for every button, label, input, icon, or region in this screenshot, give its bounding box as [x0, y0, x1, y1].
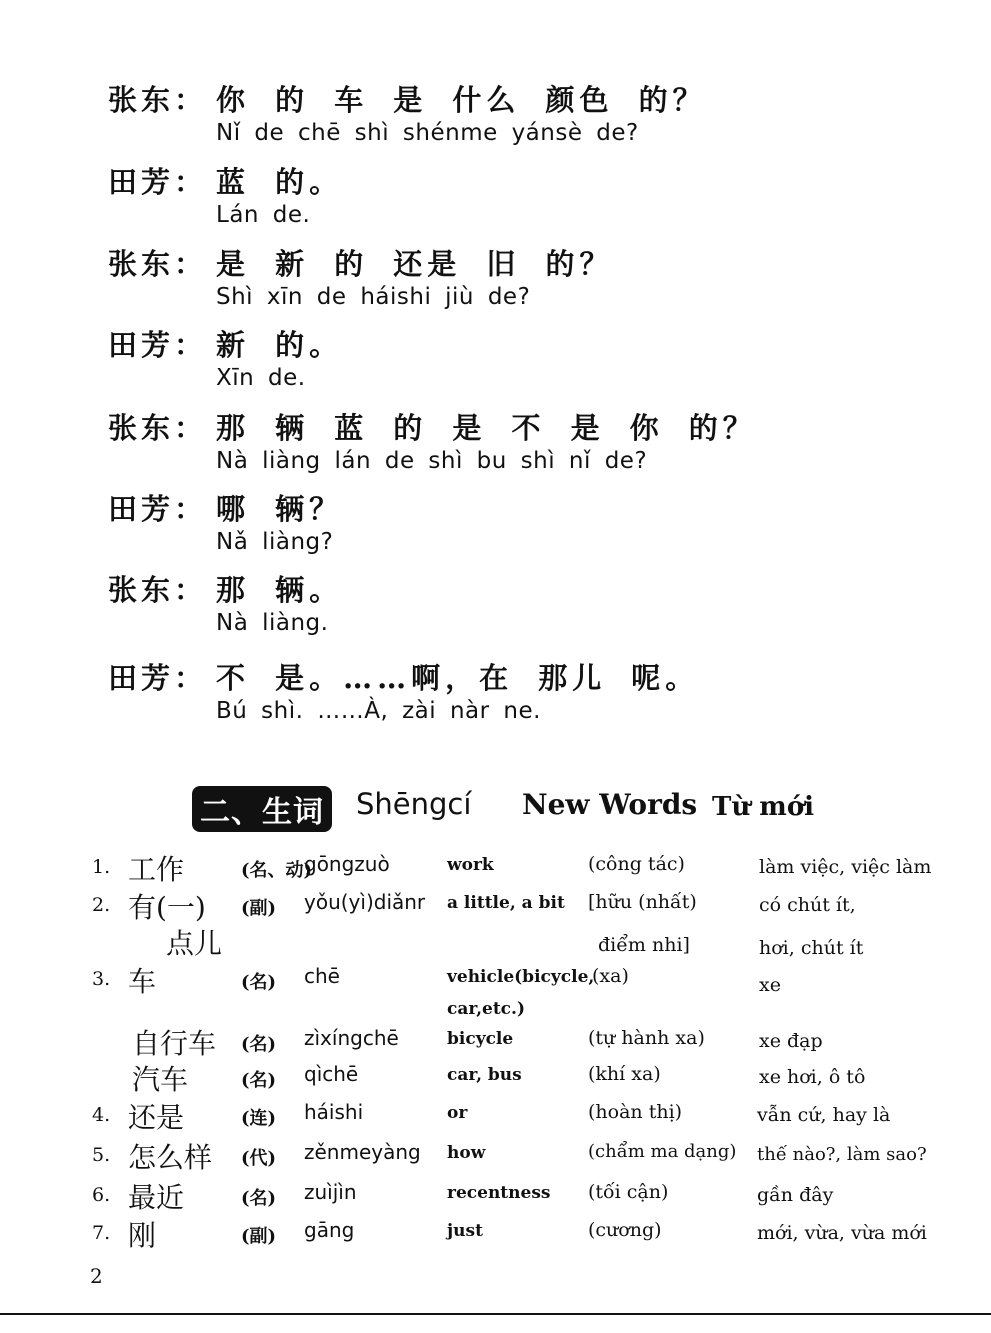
vocab-pinyin: zìxíngchē [304, 1026, 399, 1050]
speaker: 张东： [108, 573, 208, 607]
vocab-english: work [447, 855, 494, 875]
vocab-row [0, 886, 991, 924]
hanzi-text: 新 的。 [216, 328, 344, 362]
pinyin-text: Nà liàng lán de shì bu shì nǐ de? [216, 448, 648, 474]
hanzi-text: 那 辆 蓝 的 是 不 是 你 的？ [216, 411, 757, 445]
speaker: 张东： [108, 247, 208, 281]
speaker: 田芳： [108, 492, 208, 526]
vocab-pinyin: qìchē [304, 1062, 359, 1086]
vocab-number: 3. [92, 968, 111, 990]
vocab-english: a little, a bit [447, 893, 565, 913]
vocab-pinyin: zěnmeyàng [304, 1140, 421, 1164]
vocab-number: 6. [92, 1184, 111, 1206]
pinyin-text: Nǐ de chē shì shénme yánsè de? [216, 120, 639, 146]
vocab-pinyin: háishi [304, 1100, 364, 1124]
vocab-hanviet-continued: điểm nhi] [598, 934, 690, 956]
vocab-pinyin: zuìjìn [304, 1180, 357, 1204]
vocab-english: vehicle(bicycle, [447, 967, 595, 987]
vocab-vietnamese-continued: hơi, chút ít [759, 937, 864, 959]
pinyin-text: Bú shì. ……À, zài nàr ne. [216, 698, 541, 724]
vocab-hanviet: [hữu (nhất) [588, 891, 697, 913]
vocab-vietnamese: xe hơi, ô tô [759, 1066, 866, 1088]
hanzi-text: 不 是。……啊，在 那儿 呢。 [216, 661, 700, 695]
vocab-pos: (连) [241, 1108, 277, 1129]
vocab-number: 4. [92, 1104, 111, 1126]
hanzi-text: 你 的 车 是 什么 颜色 的？ [216, 83, 707, 117]
vocab-row [0, 1058, 991, 1096]
vocab-hanviet: (công tác) [588, 853, 685, 875]
vocab-english-continued: car,etc.) [447, 999, 525, 1019]
speaker: 张东： [108, 83, 208, 117]
pinyin-text: Nǎ liàng? [216, 529, 334, 555]
vocab-hanzi: 自行车 [132, 1027, 217, 1060]
vocab-pinyin: yǒu(yì)diǎnr [304, 890, 426, 914]
vocab-pos: (名) [241, 1070, 277, 1091]
vocab-hanzi: 怎么样 [128, 1141, 213, 1174]
vocab-english: just [447, 1221, 483, 1241]
vocab-number: 2. [92, 894, 111, 916]
page-number: 2 [90, 1264, 103, 1288]
vocab-pos: (名、动) [241, 860, 313, 881]
vocab-hanviet: (tối cận) [588, 1181, 669, 1203]
section-pinyin: Shēngcí [356, 787, 472, 821]
vocab-hanzi-continued: 点儿 [166, 927, 223, 960]
vocab-pinyin: chē [304, 964, 340, 988]
vocab-english: recentness [447, 1183, 551, 1203]
vocab-row [0, 1022, 991, 1060]
vocab-pos: (代) [241, 1148, 277, 1169]
page-bottom-rule [0, 1313, 991, 1315]
pinyin-text: Nà liàng. [216, 610, 329, 636]
vocab-hanzi: 汽车 [132, 1063, 189, 1096]
section-badge: 二、生词 [192, 786, 332, 832]
section-english: New Words [522, 788, 698, 821]
vocab-number: 5. [92, 1144, 111, 1166]
vocab-vietnamese: thế nào?, làm sao? [757, 1144, 927, 1165]
hanzi-text: 哪 辆？ [216, 492, 344, 526]
vocab-pos: (名) [241, 1188, 277, 1209]
vocab-hanzi: 车 [128, 965, 157, 998]
section-vietnamese: Từ mới [712, 792, 815, 822]
vocab-row [0, 1176, 991, 1214]
vocab-pinyin: gāng [304, 1218, 355, 1242]
vocab-row [0, 1096, 991, 1134]
vocab-hanviet: (tự hành xa) [588, 1027, 705, 1049]
vocab-english: car, bus [447, 1065, 522, 1085]
vocab-pinyin: gōngzuò [304, 852, 390, 876]
vocab-vietnamese: xe đạp [759, 1030, 823, 1052]
pinyin-text: Xīn de. [216, 365, 306, 391]
hanzi-text: 蓝 的。 [216, 165, 344, 199]
vocab-hanzi: 工作 [128, 853, 185, 886]
pinyin-text: Shì xīn de háishi jiù de? [216, 284, 531, 310]
vocab-vietnamese: gần đây [757, 1184, 834, 1206]
vocab-pos: (名) [241, 972, 277, 993]
vocab-english: bicycle [447, 1029, 514, 1049]
vocab-vietnamese: làm việc, việc làm [759, 856, 932, 878]
vocab-hanzi: 有(一) [128, 891, 206, 924]
vocab-english: how [447, 1143, 486, 1163]
speaker: 田芳： [108, 661, 208, 695]
vocab-pos: (副) [241, 1226, 277, 1247]
vocab-number: 7. [92, 1222, 111, 1244]
vocab-hanviet: (chẩm ma dạng) [588, 1141, 737, 1162]
vocab-hanzi: 最近 [128, 1181, 185, 1214]
vocab-number: 1. [92, 856, 111, 878]
vocab-vietnamese: vẫn cứ, hay là [757, 1104, 891, 1126]
vocab-row [0, 1136, 991, 1174]
pinyin-text: Lán de. [216, 202, 311, 228]
vocab-row [0, 1214, 991, 1252]
vocab-vietnamese: mới, vừa, vừa mới [757, 1222, 927, 1244]
speaker: 田芳： [108, 165, 208, 199]
vocab-row [0, 960, 991, 998]
vocab-pos: (副) [241, 898, 277, 919]
vocab-hanviet: (khí xa) [588, 1063, 661, 1085]
vocab-hanviet: (cương) [588, 1219, 662, 1241]
vocab-vietnamese: có chút ít, [759, 894, 856, 916]
vocab-hanviet: (xa) [592, 965, 629, 987]
vocab-hanzi: 还是 [128, 1101, 185, 1134]
vocab-pos: (名) [241, 1034, 277, 1055]
speaker: 张东： [108, 411, 208, 445]
hanzi-text: 那 辆。 [216, 573, 344, 607]
vocab-row [0, 848, 991, 886]
vocab-vietnamese: xe [759, 974, 781, 996]
vocab-hanzi: 刚 [128, 1219, 157, 1252]
speaker: 田芳： [108, 328, 208, 362]
vocab-hanviet: (hoàn thị) [588, 1101, 683, 1123]
vocab-english: or [447, 1103, 468, 1123]
hanzi-text: 是 新 的 还是 旧 的？ [216, 247, 614, 281]
